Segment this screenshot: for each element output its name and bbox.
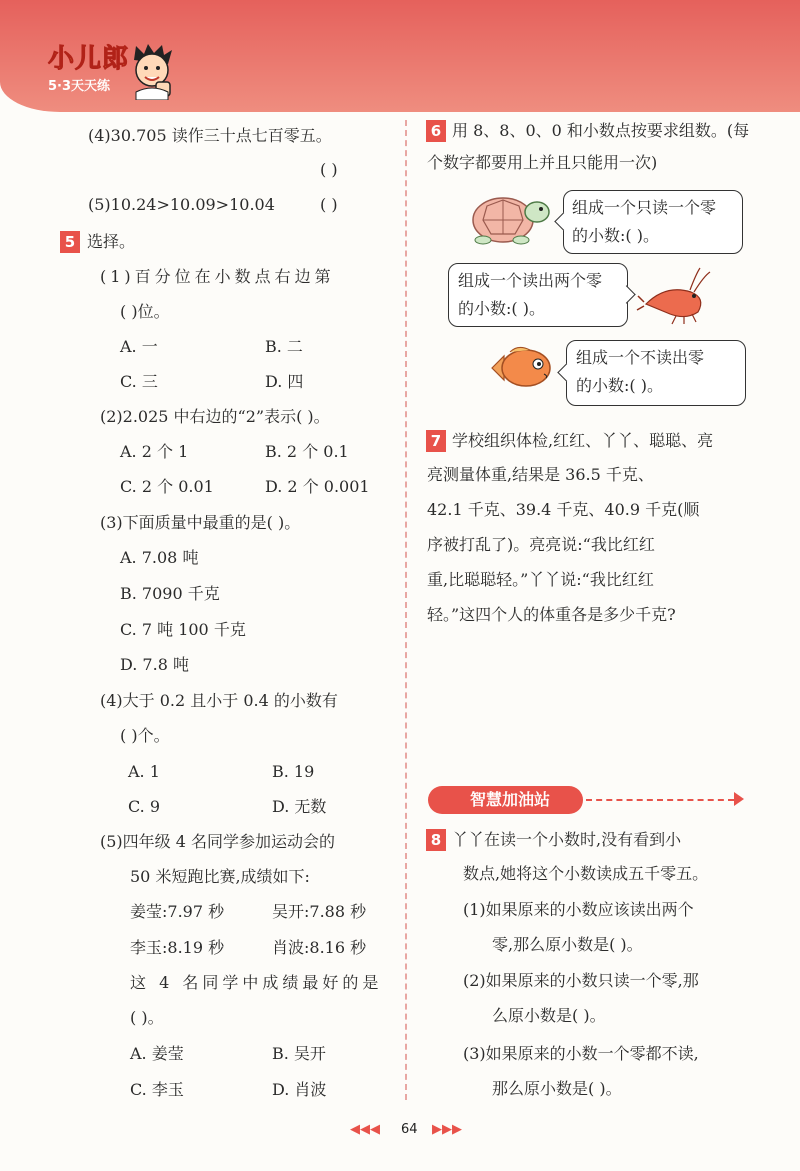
item4-text: (4)30.705 读作三十点七百零五。 (88, 126, 332, 145)
q5-1-option-a[interactable]: A. 一 (120, 337, 158, 356)
page-number: 64 (401, 1122, 418, 1137)
mascot-boy-icon (128, 42, 176, 100)
q5-5-option-c[interactable]: C. 李玉 (130, 1080, 184, 1099)
section-banner (428, 786, 583, 814)
q5-3-option-a[interactable]: A. 7.08 吨 (120, 548, 199, 567)
q5-5-line4: ( )。 (130, 1008, 164, 1027)
q5-5-option-d[interactable]: D. 肖波 (272, 1080, 327, 1099)
q5-1-option-c[interactable]: C. 三 (120, 372, 158, 391)
q6-bubble-2-line2[interactable]: 的小数:( )。 (458, 299, 545, 318)
q8-1-line1: (1)如果原来的小数应该读出两个 (463, 900, 694, 919)
q5-2-question: (2)2.025 中右边的“2”表示( )。 (100, 407, 330, 426)
q5-4-option-c[interactable]: C. 9 (128, 797, 161, 816)
q8-line1: 丫丫在读一个小数时,没有看到小 (452, 830, 682, 849)
item5-answer-blank[interactable]: ( ) (320, 195, 338, 214)
next-page-arrows-icon[interactable]: ▶▶▶ (432, 1122, 462, 1137)
q7-line5: 重,比聪聪轻。”丫丫说:“我比红红 (427, 570, 654, 589)
q5-5-option-b[interactable]: B. 吴开 (272, 1044, 326, 1063)
question-5-title: 选择。 (87, 232, 136, 251)
q5-5-line1: (5)四年级 4 名同学参加运动会的 (100, 832, 336, 851)
q8-line2: 数点,她将这个小数读成五千零五。 (463, 864, 709, 883)
q5-3-option-c[interactable]: C. 7 吨 100 千克 (120, 620, 246, 639)
q6-line1: 用 8、8、0、0 和小数点按要求组数。(每 (452, 121, 750, 140)
logo (48, 38, 129, 94)
q6-bubble-2-line1: 组成一个读出两个零 (458, 271, 603, 290)
q5-4-option-b[interactable]: B. 19 (272, 762, 315, 781)
q8-2-line2[interactable]: 么原小数是( )。 (492, 1006, 606, 1025)
fish-icon (488, 342, 558, 394)
q8-3-line2[interactable]: 那么原小数是( )。 (492, 1079, 622, 1098)
logo-subtitle: 5·3天天练 (48, 79, 111, 94)
q5-1-option-d[interactable]: D. 四 (265, 372, 304, 391)
q6-bubble-3-line2[interactable]: 的小数:( )。 (576, 376, 663, 395)
q7-line6: 轻。”这四个人的体重各是多少千克? (427, 605, 676, 624)
q5-3-option-d[interactable]: D. 7.8 吨 (120, 655, 189, 674)
q5-1-line2: ( )位。 (120, 302, 170, 321)
turtle-icon (465, 188, 555, 248)
q6-bubble-1-line1: 组成一个只读一个零 (572, 198, 717, 217)
q5-1-option-b[interactable]: B. 二 (265, 337, 303, 356)
header-band (0, 0, 800, 112)
q5-3-question: (3)下面质量中最重的是( )。 (100, 513, 301, 532)
q5-5-line3: 这 4 名同学中成绩最好的是 (130, 973, 383, 992)
q7-line3: 42.1 千克、39.4 千克、40.9 千克(顺 (427, 500, 700, 519)
section-banner-label: 智慧加油站 (470, 790, 551, 809)
q7-line2: 亮测量体重,结果是 36.5 千克、 (427, 465, 654, 484)
q8-2-line1: (2)如果原来的小数只读一个零,那 (463, 971, 699, 990)
q8-3-line1: (3)如果原来的小数一个零都不读, (463, 1044, 699, 1063)
q5-5-result-xiaobo: 肖波:8.16 秒 (272, 938, 367, 957)
q5-1-line1: (1)百分位在小数点右边第 (100, 267, 335, 286)
shrimp-icon (636, 266, 716, 326)
prev-page-arrows-icon[interactable]: ◀◀◀ (350, 1122, 380, 1137)
question-6-number: 6 (426, 120, 446, 142)
logo-title: 小儿郎 (48, 44, 130, 74)
q5-5-option-a[interactable]: A. 姜莹 (130, 1044, 184, 1063)
q5-2-option-d[interactable]: D. 2 个 0.001 (265, 477, 370, 496)
q7-line1: 学校组织体检,红红、丫丫、聪聪、亮 (452, 431, 714, 450)
q5-3-option-b[interactable]: B. 7090 千克 (120, 584, 220, 603)
question-8-number: 8 (426, 829, 446, 851)
q5-5-result-wukai: 吴开:7.88 秒 (272, 902, 367, 921)
q5-2-option-c[interactable]: C. 2 个 0.01 (120, 477, 214, 496)
item5-text: (5)10.24>10.09>10.04 (88, 195, 275, 214)
q7-line4: 序被打乱了)。亮亮说:“我比红红 (427, 535, 655, 554)
q8-1-line2[interactable]: 零,那么原小数是( )。 (492, 935, 643, 954)
column-divider (405, 120, 407, 1100)
q5-5-line2: 50 米短跑比赛,成绩如下: (130, 867, 310, 886)
q5-2-option-a[interactable]: A. 2 个 1 (120, 442, 189, 461)
banner-dashed-line (586, 799, 734, 801)
q5-2-option-b[interactable]: B. 2 个 0.1 (265, 442, 349, 461)
q6-bubble-1-line2[interactable]: 的小数:( )。 (572, 226, 659, 245)
q6-bubble-3-line1: 组成一个不读出零 (576, 348, 705, 367)
q5-4-option-d[interactable]: D. 无数 (272, 797, 327, 816)
banner-arrow-icon (734, 792, 744, 806)
q5-4-line1: (4)大于 0.2 且小于 0.4 的小数有 (100, 691, 338, 710)
q5-4-line2: ( )个。 (120, 726, 170, 745)
item4-answer-blank[interactable]: ( ) (320, 160, 338, 179)
question-5-number: 5 (60, 231, 80, 253)
question-7-number: 7 (426, 430, 446, 452)
q5-5-result-jiangying: 姜莹:7.97 秒 (130, 902, 225, 921)
q5-4-option-a[interactable]: A. 1 (128, 762, 160, 781)
q5-5-result-liyu: 李玉:8.19 秒 (130, 938, 225, 957)
q6-line2: 个数字都要用上并且只能用一次) (427, 153, 658, 172)
